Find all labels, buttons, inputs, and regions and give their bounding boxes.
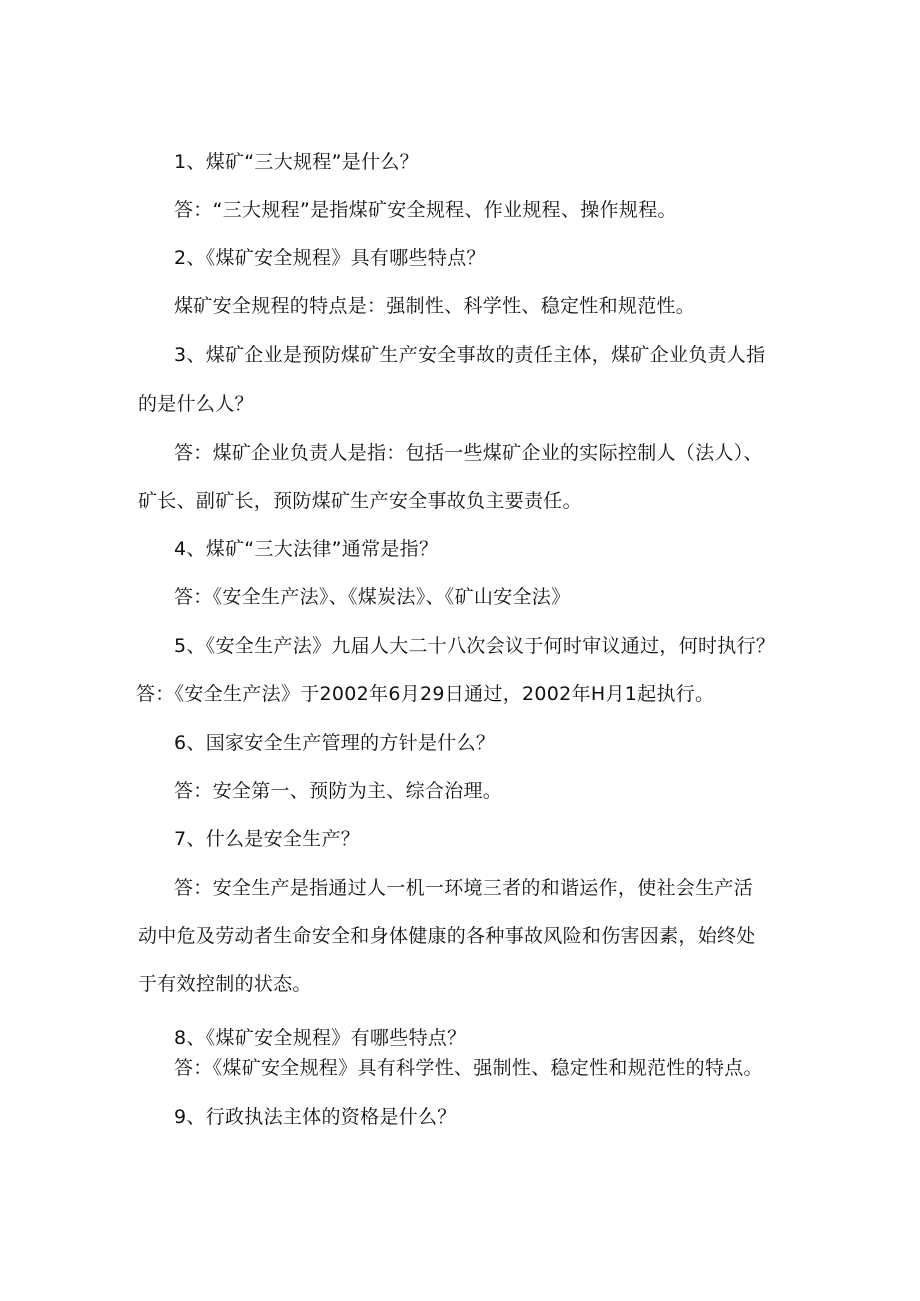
question-7: 7、什么是安全生产？	[174, 828, 361, 850]
question-1: 1、煤矿“三大规程”是什么？	[174, 151, 419, 173]
question-8: 8、《煤矿安全规程》有哪些特点？	[174, 1027, 467, 1049]
answer-8: 答：《煤矿安全规程》具有科学性、强制性、稳定性和规范性的特点。	[174, 1057, 763, 1079]
question-6: 6、国家安全生产管理的方针是什么？	[174, 732, 496, 754]
answer-1: 答：“三大规程”是指煤矿安全规程、作业规程、操作规程。	[174, 199, 677, 221]
answer-4: 答：《安全生产法》、《煤炭法》、《矿山安全法》	[174, 586, 571, 608]
answer-5: 答：《安全生产法》于2002年6月29日通过，2002年H月1起执行。	[136, 683, 715, 705]
answer-7-line-3: 于有效控制的状态。	[138, 973, 312, 995]
question-9: 9、行政执法主体的资格是什么？	[174, 1106, 457, 1128]
answer-7-line-1: 答：安全生产是指通过人一机一环境三者的和谐运作，使社会生产活	[174, 877, 754, 899]
question-2: 2、《煤矿安全规程》具有哪些特点？	[174, 247, 486, 269]
question-5: 5、《安全生产法》九届人大二十八次会议于何时审议通过，何时执行？	[174, 635, 776, 657]
answer-2: 煤矿安全规程的特点是：强制性、科学性、稳定性和规范性。	[174, 295, 696, 317]
question-4: 4、煤矿“三大法律”通常是指？	[174, 538, 439, 560]
answer-7-line-2: 动中危及劳动者生命安全和身体健康的各种事故风险和伤害因素，始终处	[138, 925, 756, 947]
answer-3-line-2: 矿长、副矿长，预防煤矿生产安全事故负主要责任。	[138, 490, 582, 512]
answer-6: 答：安全第一、预防为主、综合治理。	[174, 780, 503, 802]
question-3-line-1: 3、煤矿企业是预防煤矿生产安全事故的责任主体，煤矿企业负责人指	[174, 344, 766, 366]
answer-3-line-1: 答：煤矿企业负责人是指：包括一些煤矿企业的实际控制人（法人）、	[174, 442, 763, 464]
question-3-line-2: 的是什么人？	[138, 393, 254, 415]
